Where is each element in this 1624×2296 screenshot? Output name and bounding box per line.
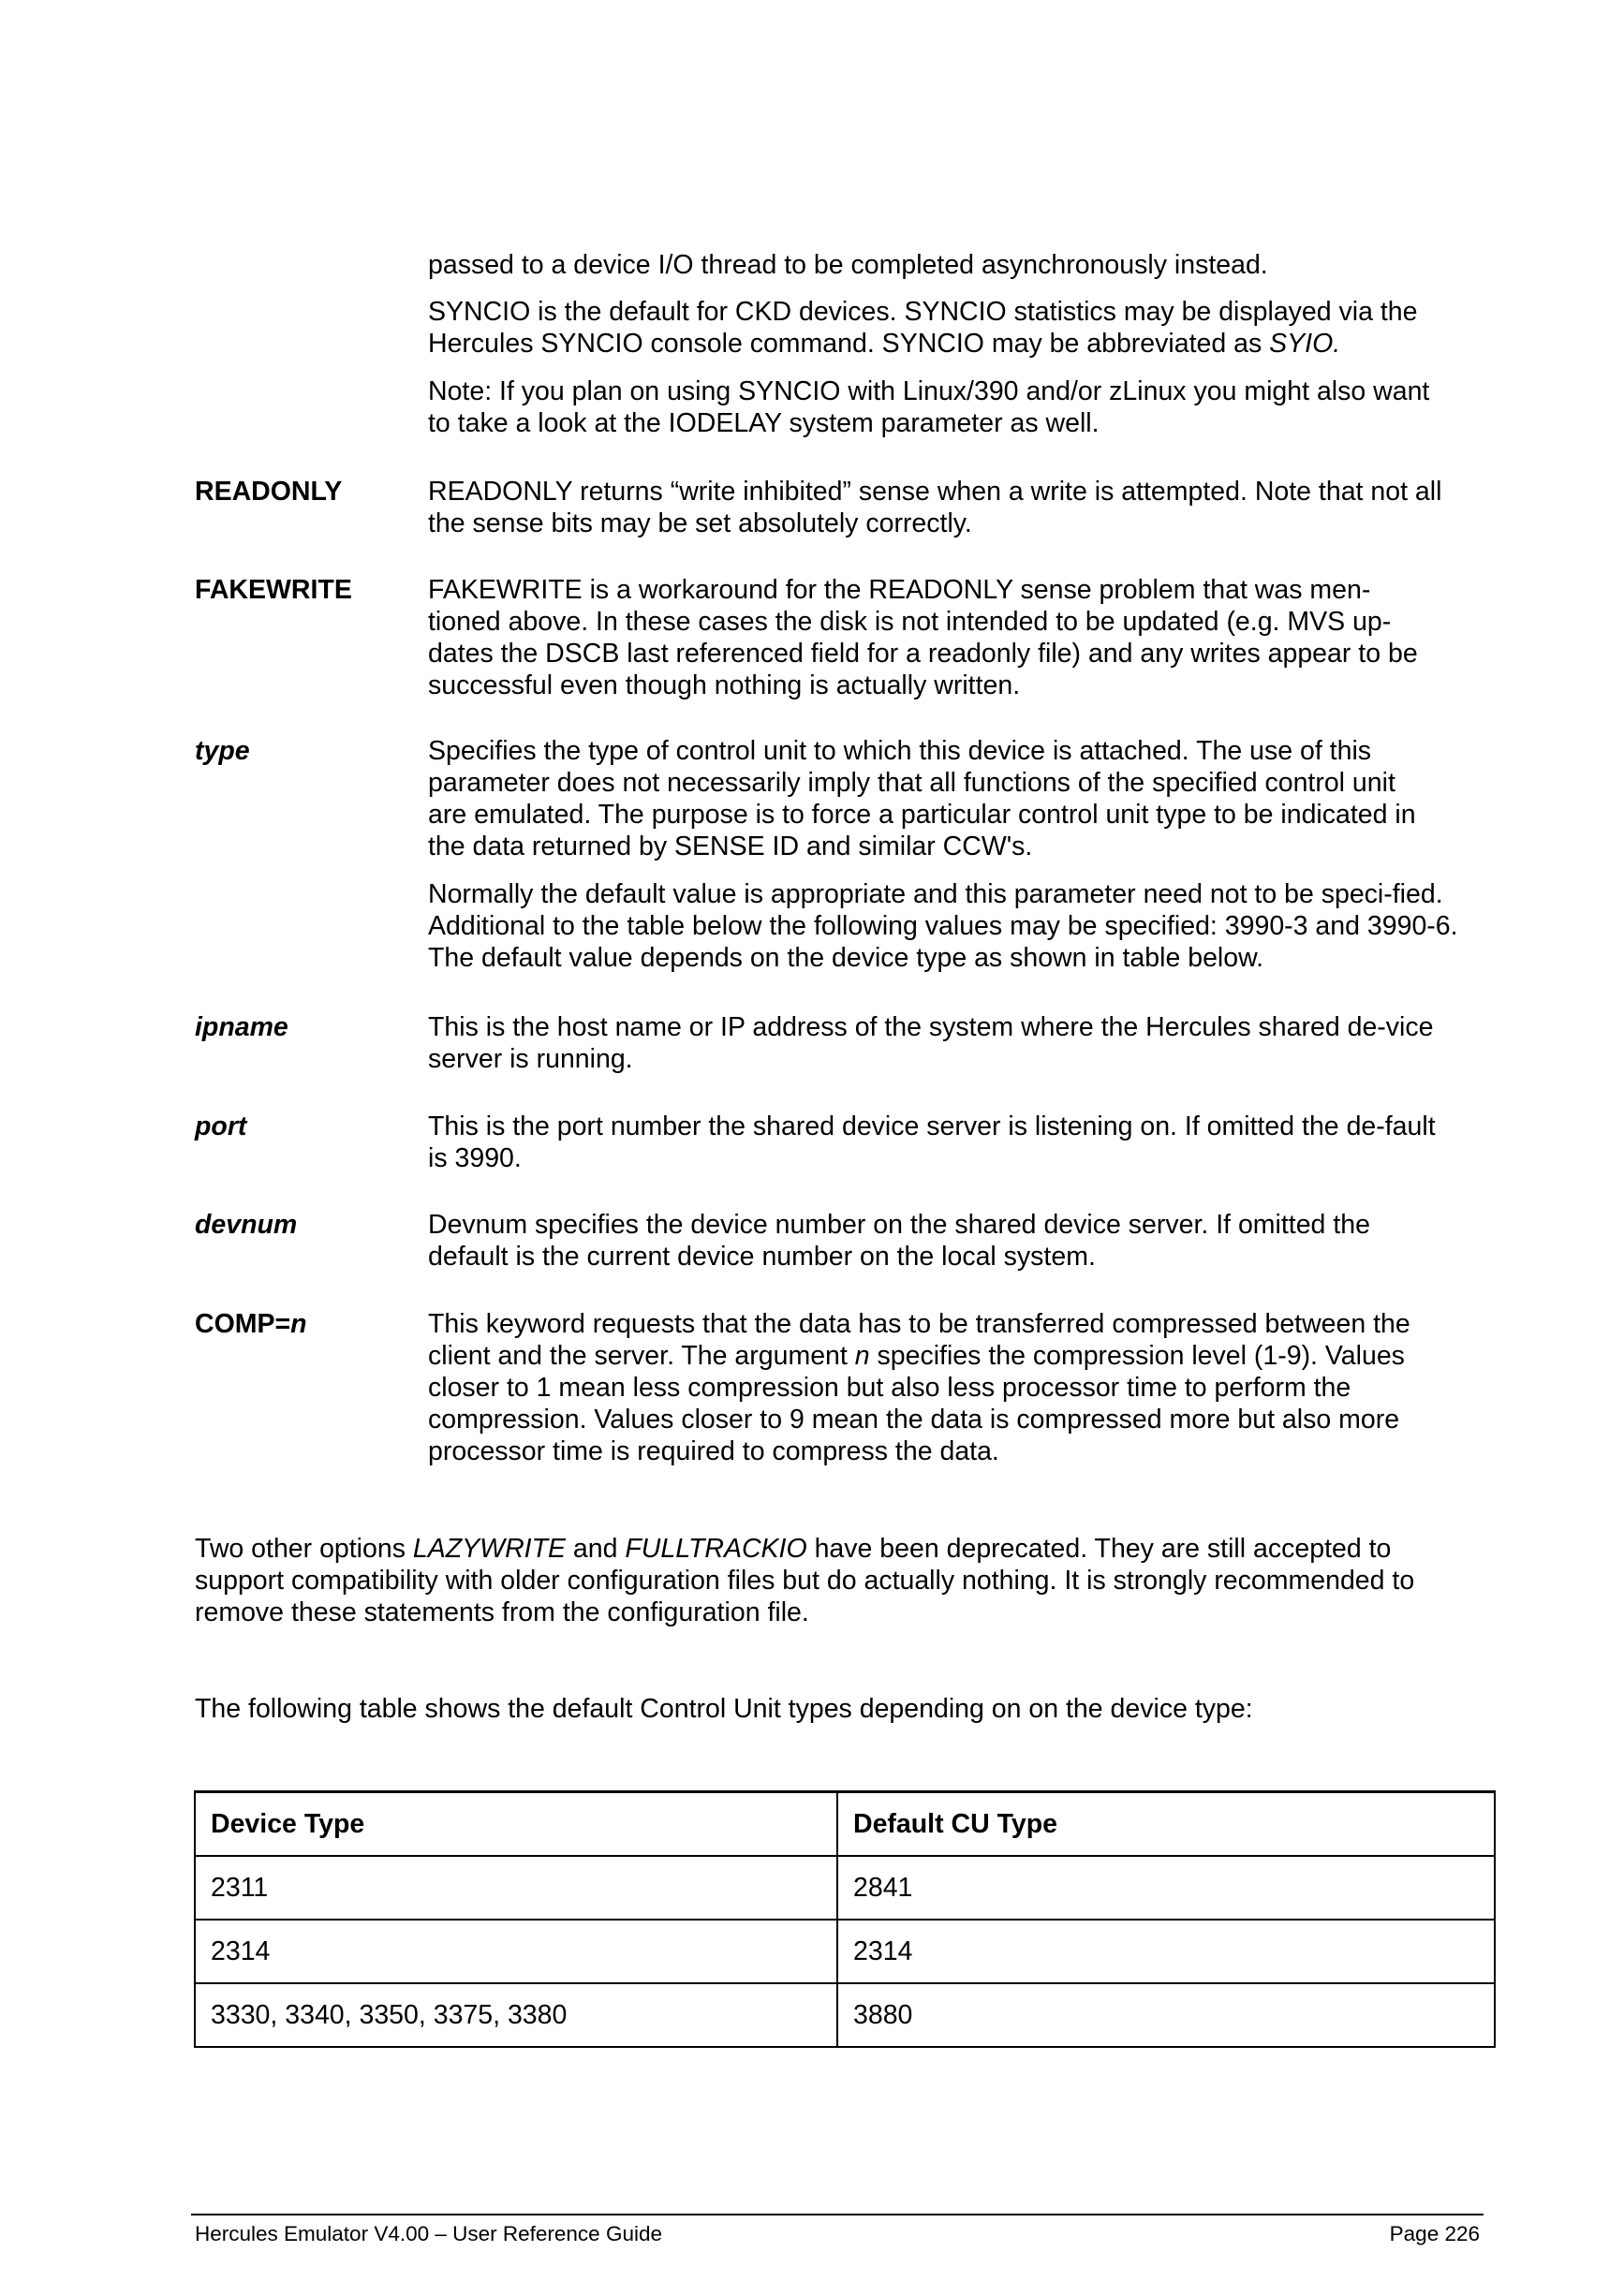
cell-cu-type: 2841 bbox=[837, 1856, 1495, 1920]
cell-device-type: 3330, 3340, 3350, 3375, 3380 bbox=[195, 1983, 837, 2047]
table-intro: The following table shows the default Control Unit types depending on on the device type: bbox=[195, 1694, 1253, 1724]
term-ipname: ipname bbox=[195, 1012, 288, 1042]
footer-divider bbox=[191, 2214, 1484, 2215]
cell-cu-type: 2314 bbox=[837, 1920, 1495, 1983]
type-default-paragraph: Normally the default value is appropriate and this parameter need not to be speci-fied. Additional to the table below the following values may be specified: 3990-3 and 3990-6. The default value depends on the device type as shown in table below. bbox=[428, 879, 1458, 973]
footer-page-number: Page 226 bbox=[1389, 2222, 1480, 2245]
cell-device-type: 2314 bbox=[195, 1920, 837, 1983]
footer-title: Hercules Emulator V4.00 – User Reference Guide bbox=[195, 2222, 662, 2245]
header-device-type: Device Type bbox=[195, 1792, 837, 1857]
comp-description: This keyword requests that the data has to be transferred compressed between the client and the server. The argument n specifies the compression level (1-9). Values closer to 1 mean less compression but also less processor time to perform the compression. Values closer to 9 mean the data is compressed more but also more processor time is required to compress the data. bbox=[428, 1309, 1410, 1466]
table-row bbox=[195, 1983, 1495, 2047]
syncio-default-paragraph: SYNCIO is the default for CKD devices. SYNCIO statistics may be displayed via the Hercules SYNCIO console command. SYNCIO may be abbreviated as SYIO. bbox=[428, 297, 1418, 359]
cell-device-type: 2311 bbox=[195, 1856, 837, 1920]
syncio-continuation: passed to a device I/O thread to be completed asynchronously instead. bbox=[428, 250, 1268, 280]
term-comp: COMP=n bbox=[195, 1309, 307, 1339]
devnum-description: Devnum specifies the device number on the shared device server. If omitted the default is the current device number on the local system. bbox=[428, 1210, 1370, 1272]
type-description: Specifies the type of control unit to which this device is attached. The use of this parameter does not necessarily imply that all functions of the specified control unit are emulated. The purpose is to force a particular control unit type to be indicated in the data returned by SENSE ID and similar CCW's. bbox=[428, 736, 1416, 861]
term-readonly: READONLY bbox=[195, 477, 343, 507]
table-row bbox=[195, 1856, 1495, 1920]
fakewrite-description: FAKEWRITE is a workaround for the READONLY sense problem that was men-tioned above. In these cases the disk is not intended to be updated (e.g. MVS up-dates the DSCB last referenced field for a readonly file) and any writes appear to be successful even though nothing is actually written. bbox=[428, 575, 1418, 700]
port-description: This is the port number the shared device server is listening on. If omitted the de-fault is 3990. bbox=[428, 1111, 1436, 1173]
term-port: port bbox=[195, 1111, 247, 1141]
ipname-description: This is the host name or IP address of the system where the Hercules shared de-vice server is running. bbox=[428, 1012, 1434, 1074]
table-header-row bbox=[195, 1792, 1495, 1857]
table-row bbox=[195, 1920, 1495, 1983]
syncio-note-paragraph: Note: If you plan on using SYNCIO with Linux/390 and/or zLinux you might also want to take a look at the IODELAY system parameter as well. bbox=[428, 376, 1430, 438]
control-unit-table bbox=[194, 1790, 1496, 2048]
deprecated-options-paragraph: Two other options LAZYWRITE and FULLTRACKIO have been deprecated. They are still accepted to support compatibility with older configuration files but do actually nothing. It is strongly recommended to remove these statements from the configuration file. bbox=[195, 1534, 1415, 1627]
term-fakewrite: FAKEWRITE bbox=[195, 575, 352, 605]
term-type: type bbox=[195, 736, 250, 766]
header-default-cu-type: Default CU Type bbox=[837, 1792, 1495, 1857]
cell-cu-type: 3880 bbox=[837, 1983, 1495, 2047]
term-devnum: devnum bbox=[195, 1210, 298, 1240]
readonly-description: READONLY returns “write inhibited” sense when a write is attempted. Note that not all the sense bits may be set absolutely correctly. bbox=[428, 477, 1442, 538]
